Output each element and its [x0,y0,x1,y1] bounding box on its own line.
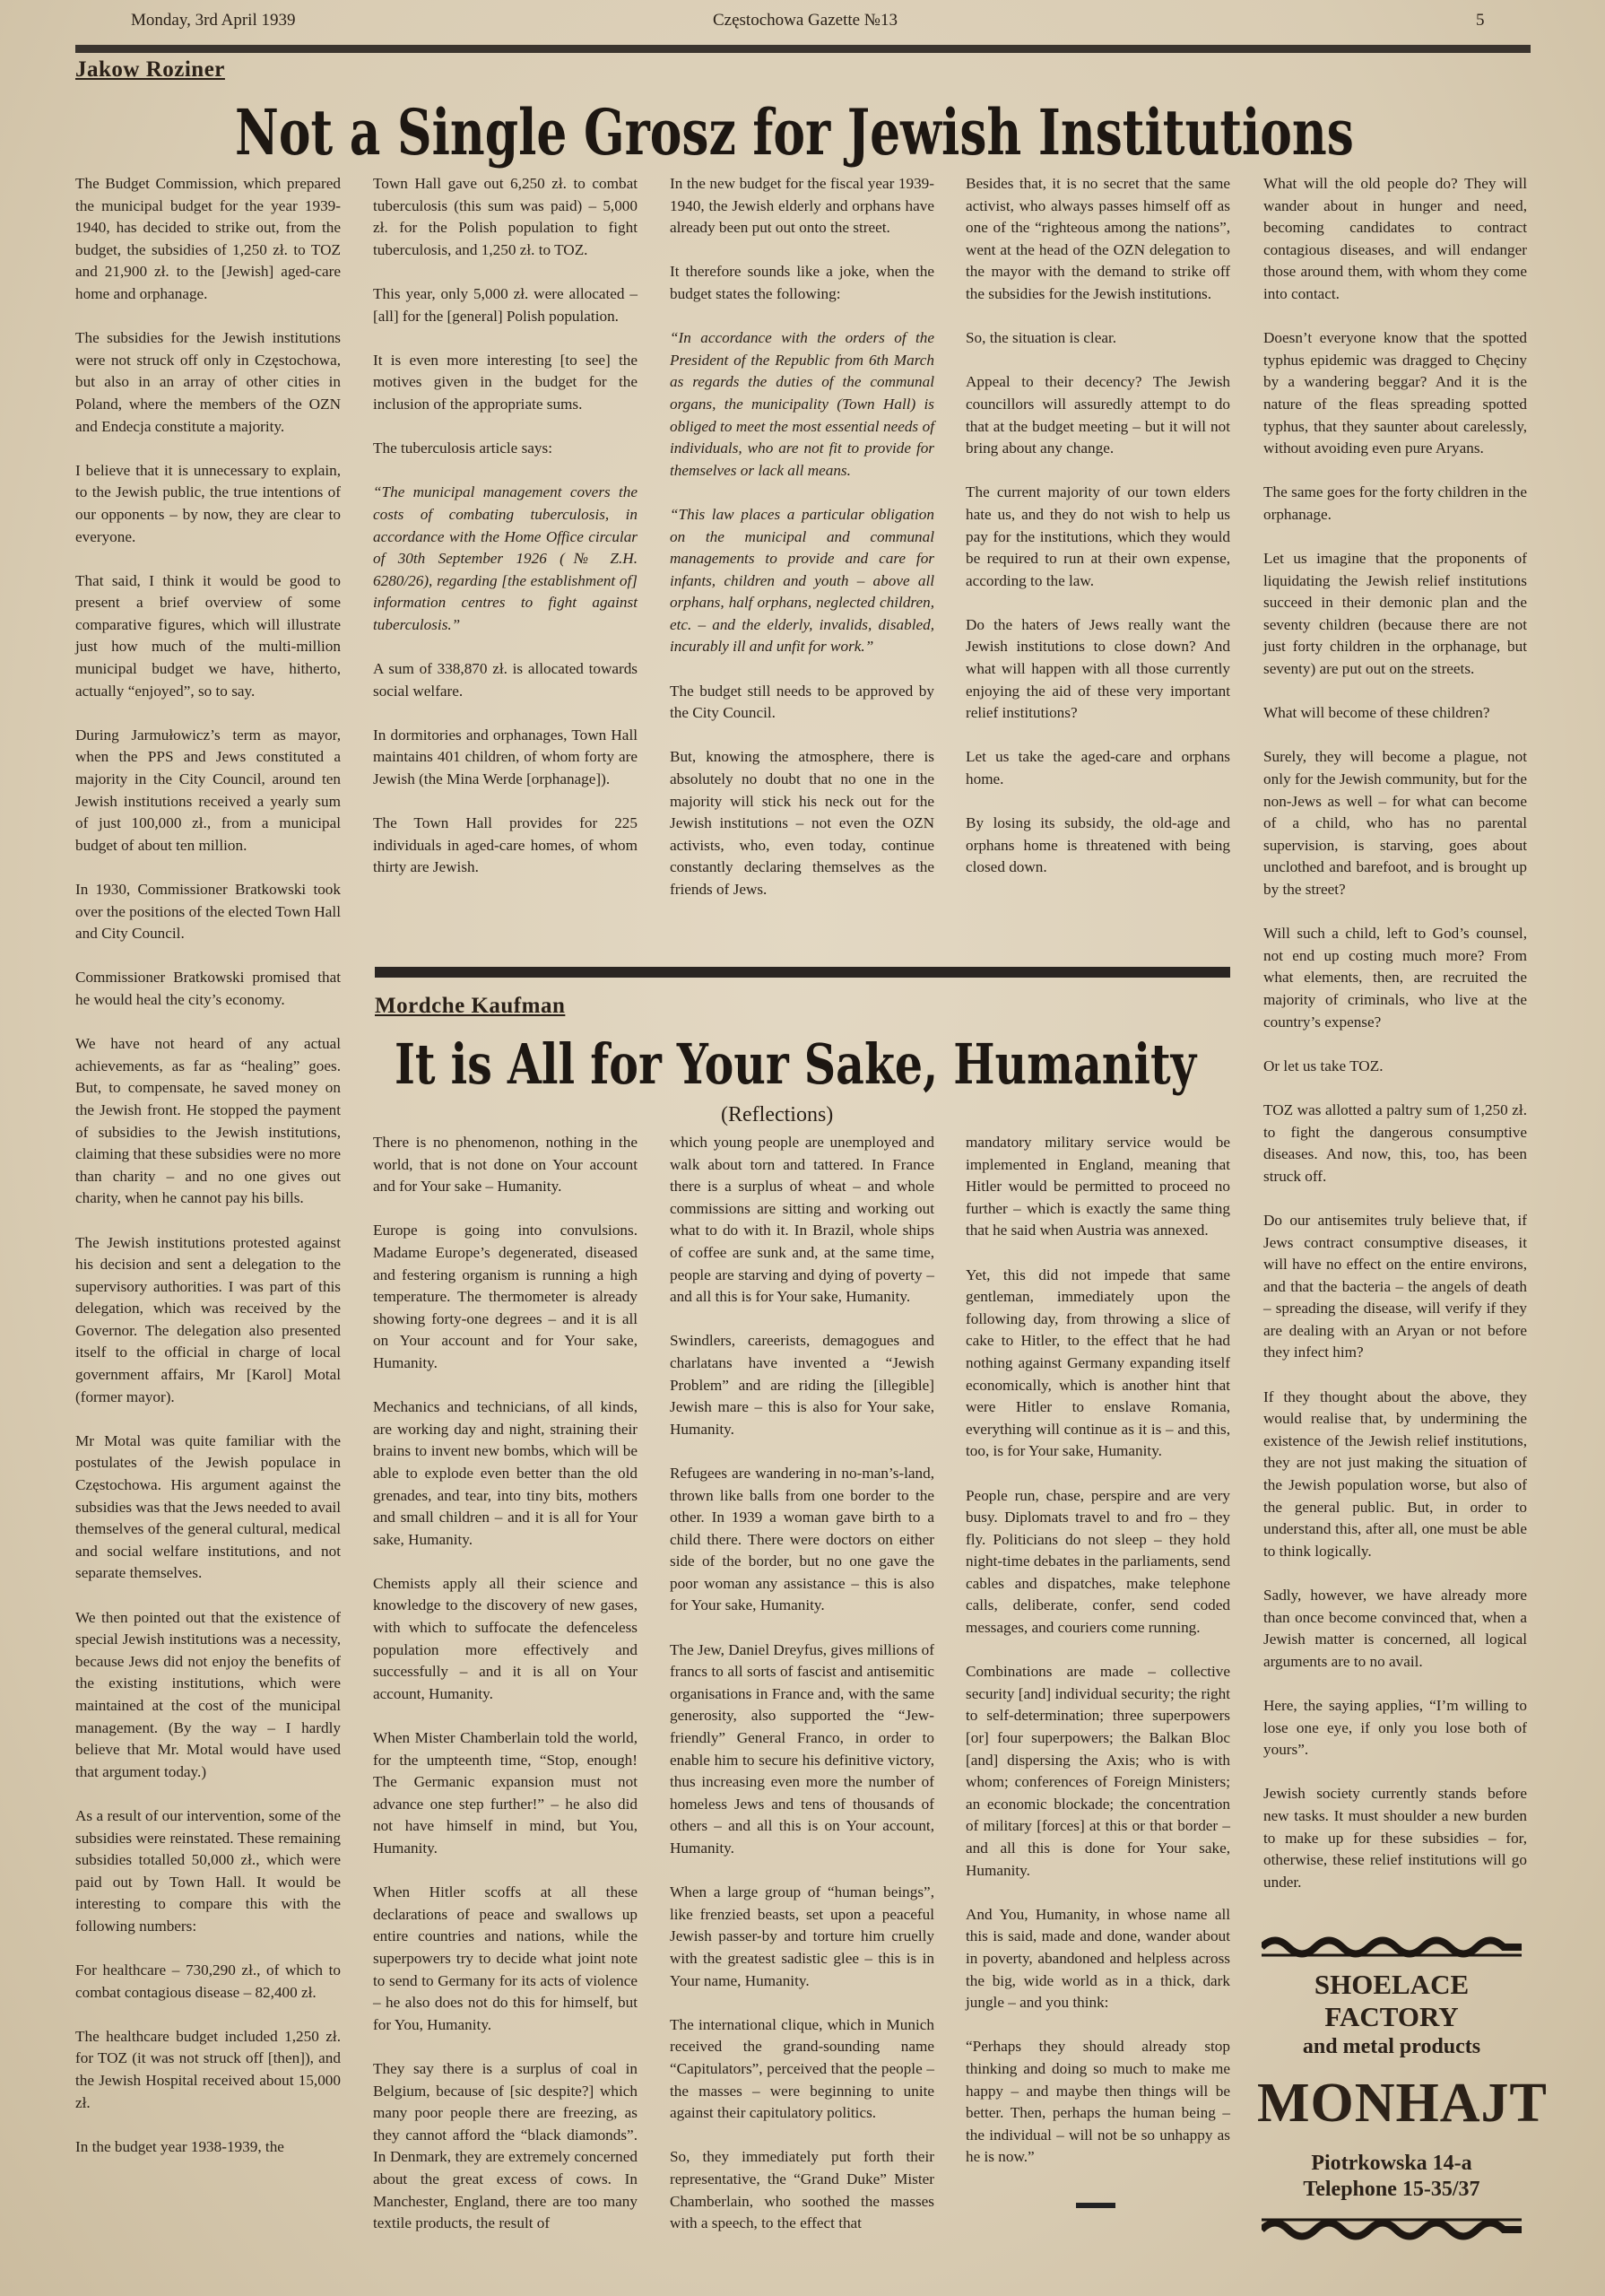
headline-article1: Not a Single Grosz for Jewish Institutions [235,95,1354,170]
paragraph: mandatory military service would be implemented in England, meaning that Hitler would be permitted to proceed no further – which is exactly the same thing that he said when Austria was annexed. [966,1134,1230,1239]
ad-line-2: and metal products [1302,2035,1481,2058]
subtitle-article2: (Reflections) [721,1103,834,1126]
paragraph: They say there is a surplus of coal in Belgium, because of [sic despite?] which many poor people there are freezing, as they cannot afford the “black diamonds”. In Denmark, they are extremely concerned about the great excess of cows. In Manchester, England, there are too many textile products, the result of [373,2059,638,2232]
paragraph: which young people are unemployed and walk about torn and tattered. In France there is a surplus of wheat – and whole commissions are sitting and working out what to do with it. In Brazil, whole ships of coffee are sunk and, at the same time, people are starving and dying of poverty – and all this is for Your sake, Humanity. [670,1134,934,1306]
article2-column-2 [670,1132,934,2257]
paragraph: A sum of 338,870 zł. is allocated towards social welfare. [373,660,638,700]
top-rule [75,45,1531,53]
paragraph: Mechanics and technicians, of all kinds, are working day and night, straining their brains to invent new bombs, which will be able to explode even better than the old grenades, and tear, into tiny bits, mothers and small children – and it is all for Your sake, Humanity. [373,1398,638,1548]
decorative-border-icon [1262,2214,1522,2241]
paragraph: So, they immediately put forth their representative, the “Grand Duke” Mister Chamberlain, who soothed the masses with a speech, to the effect that [670,2148,934,2232]
paragraph: Do our antisemites truly believe that, if Jews contract consumptive diseases, it will have no effect on the entire environs, and that the bacteria – the angels of death – spreading the disease, will verify if they are dealing with an Aryan or not before they infect him? [1263,1211,1527,1361]
paragraph: It therefore sounds like a joke, when the budget states the following: [670,263,934,302]
section-divider [375,967,1230,978]
paragraph: Chemists apply all their science and knowledge to the discovery of new gases, with which to suffocate the defenceless population more effectively and successfully – and it is all on Your account, Humanity. [373,1574,638,1702]
paragraph: Commissioner Bratkowski promised that he would heal the city’s economy. [75,969,341,1008]
paragraph: The budget still needs to be approved by the City Council. [670,682,934,722]
paragraph: Combinations are made – collective security [and] individual security; the right to self-determination; three superpowers [or] four superpowers; the Balkan Bloc [and] dispersing the Axis; who is with whom; conferences of Foreign Ministers; an economic blockade; the concentration of military [forces] at this or that border – and all this is done for Your sake, Humanity. [966,1663,1230,1879]
article1-column-1 [75,173,341,2180]
paragraph: Mr Motal was quite familiar with the postulates of the Jewish populace in Częstochowa. His argument against the subsidies was that the Jews needed to avail themselves of the general cultural, medical and social welfare institutions, and not separate themselves. [75,1431,341,1582]
article1-column-2 [373,173,638,901]
paragraph: The Jewish institutions protested against his decision and sent a delegation to the supervisory authorities. I was part of this delegation, which was received by the Governor. The delegation also presented itself to the official in charge of local government affairs, Mr [Karol] Motal (former mayor). [75,1233,341,1405]
paragraph: For healthcare – 730,290 zł., of which to combat contagious disease – 82,400 zł. [75,1961,341,2001]
paragraph: Let us take the aged-care and orphans home. [966,748,1230,788]
byline-article1: Jakow Roziner [75,57,225,82]
paragraph: During Jarmułowicz’s term as mayor, when the PPS and Jews constituted a majority in the City Council, around ten Jewish institutions received a yearly sum of just 100,000 zł., from a municipal budget of about ten million. [75,726,341,854]
paragraph: Appeal to their decency? The Jewish councillors will assuredly attempt to do that at the budget meeting – but it will not bring about any change. [966,373,1230,457]
paragraph: In the new budget for the fiscal year 1939-1940, the Jewish elderly and orphans have already been put out onto the street. [670,175,934,237]
paragraph: The current majority of our town elders hate us, and they do not wish to help us pay for the institutions, which they would be required to run at their own expense, according to the law. [966,483,1230,589]
paragraph: Refugees are wandering in no-man’s-land, thrown like balls from one border to the other. In 1939 a woman gave birth to a child there. There were doctors on either side of the border, but no one gave the poor woman any assistance – this is also for Your sake, Humanity. [670,1464,934,1614]
article1-column-3 [670,173,934,923]
ad-phone: Telephone 15-35/37 [1303,2178,1480,2201]
paragraph: Will such a child, left to God’s counsel, not end up costing much more? From what elements, then, are recruited the majority of criminals, who live at the country’s expense? [1263,925,1527,1031]
ad-line-1: SHOELACE FACTORY [1314,1969,1470,2032]
paragraph: The tuberculosis article says: [373,439,552,457]
paragraph: “This law places a particular obligation on the municipal and communal managements to provide and care for infants, children and youth – above all orphans, half orphans, neglected children, etc. – and the elderly, invalids, disabled, incurably ill and unfit for work.” [670,505,934,656]
article1-column-4 [966,173,1230,901]
article1-column-5 [1263,173,1527,1916]
paragraph: Besides that, it is no secret that the same activist, who always passes himself off as one of the “righteous among the nations”, went at the head of the OZN delegation to the mayor with the demand to strike off the subsidies for the Jewish institutions. [966,175,1230,302]
paragraph: Yet, this did not impede that same gentleman, immediately upon the following day, from throwing a slice of cake to Hitler, to the effect that he had nothing against Germany expanding itself economically, which is another hint that were Hitler to enslave Romania, everything will continue as it is – and this, too, is for Your sake, Humanity. [966,1265,1230,1460]
paragraph: We have not heard of any actual achievements, as far as “healing” goes. But, to compensate, he saved money on the Jewish front. He stopped the payment of subsidies to the Jewish institutions, claiming that these subsidies were no more than charity – and no one gives out charity, when he cannot pay his bills. [75,1035,341,1207]
paragraph: The same goes for the forty children in the orphanage. [1263,483,1527,523]
page-number: 5 [1476,11,1485,30]
paragraph: TOZ was allotted a paltry sum of 1,250 zł. to fight the dangerous consumptive diseases. And now, this, too, has been struck off. [1263,1100,1527,1185]
paragraph: The Jew, Daniel Dreyfus, gives millions of francs to all sorts of fascist and antisemitic organisations in France and, with the same generosity, also supported the “Jew-friendly” General Franco, in order to enable him to secure his definitive victory, thus increasing even more the number of homeless Jews and tens of thousands of others – and all this is on Your account, Humanity. [670,1640,934,1857]
paragraph: When Mister Chamberlain told the world, for the umpteenth time, “Stop, enough! The Germanic expansion must not advance one step further!” – he also did not have himself in mind, but You, Humanity. [373,1729,638,1857]
paragraph: We then pointed out that the existence of special Jewish institutions was a necessity, because Jews did not enjoy the benefits of the existing institutions, which were maintained at the cost of the municipal management. (By the way – I hardly believe that Mr. Motal would have used that argument today.) [75,1608,341,1780]
paragraph: When Hitler scoffs at all these declarations of peace and swallows up entire countries and nations, while the superpowers try to decide what joint note to send to Germany for its acts of violence – he also does not do this for himself, but for You, Humanity. [373,1883,638,2033]
paragraph: Swindlers, careerists, demagogues and charlatans have invented a “Jewish Problem” and are riding the [illegible] Jewish mare – this is also for Your sake, Humanity. [670,1332,934,1438]
paragraph: That said, I think it would be good to present a brief overview of some comparative figures, which will illustrate just how much of the multi-million municipal budget we have, hitherto, actually “enjoyed”, so to say. [75,571,341,700]
issue-date: Monday, 3rd April 1939 [131,11,296,30]
paragraph: The Town Hall provides for 225 individuals in aged-care homes, of whom thirty are Jewish. [373,814,638,876]
byline-article2: Mordche Kaufman [375,994,566,1018]
paragraph: Let us imagine that the proponents of liquidating the Jewish relief institutions succeed in their demonic plan and the seventy children (because there are not just forty children in the orphanage, but seventy) are put out on the streets. [1263,550,1527,678]
paragraph: People run, chase, perspire and are very busy. Diplomats travel to and fro – they fly. Politicians do not sleep – they hold night-time debates in the parliaments, send cables and dispatches, make telephone calls, deliberate, confer, send coded messages, and couriers come running. [966,1486,1230,1637]
paragraph: But, knowing the atmosphere, there is absolutely no doubt that no one in the majority will stick his neck out for the Jewish institutions – not even the OZN activists, who, even today, continue constantly declaring themselves as the friends of Jews. [670,748,934,898]
paragraph: What will become of these children? [1263,704,1490,722]
paragraph: The Budget Commission, which prepared the municipal budget for the year 1939-1940, has decided to strike out, from the budget, the subsidies of 1,250 zł. to TOZ and 21,900 zł. to the [Jewish] aged-care home and orphanage. [75,175,341,302]
paragraph: Doesn’t everyone know that the spotted typhus epidemic was dragged to Chęciny by a wandering beggar? And it is the nature of the fleas spreading spotted typhus, that they saunter about carelessly, without avoiding even pure Aryans. [1263,329,1527,457]
paragraph: In dormitories and orphanages, Town Hall maintains 401 children, of whom forty are Jewish (the Mina Werde [orphanage]). [373,726,638,788]
shoelace-factory-ad [1257,1934,1548,2246]
paragraph: If they thought about the above, they would realise that, by undermining the existence of the Jewish relief institutions, they are not just making the situation of the Jewish population worse, but also of the general public. But, in order to understand this, after all, one must be able to think logically. [1263,1387,1527,1560]
article2-column-1 [373,1132,638,2257]
paragraph: Do the haters of Jews really want the Jewish institutions to close down? And what will happen with all those currently enjoying the aid of these very important relief institutions? [966,615,1230,722]
paragraph: The healthcare budget included 1,250 zł. for TOZ (it was not struck off [then]), and the Jewish Hospital received about 15,000 zł. [75,2027,341,2111]
paragraph: In 1930, Commissioner Bratkowski took over the positions of the elected Town Hall and City Council. [75,881,341,943]
paragraph: In the budget year 1938-1939, the [75,2137,284,2155]
paragraph: And You, Humanity, in whose name all this is said, made and done, wander about in poverty, abandoned and helpless across the big, wide world as in a thick, dark jungle – and you think: [966,1905,1230,2012]
paragraph: This year, only 5,000 zł. were allocated – [all] for the [general] Polish population. [373,284,638,325]
paragraph: Here, the saying applies, “I’m willing to lose one eye, if only you lose both of yours”. [1263,1696,1527,1759]
paragraph: “The municipal management covers the costs of combating tuberculosis, in accordance with the Home Office circular of 30th September 1926 (№ Z.H. 6280/26), regarding [the establishment of] information centres to fight against tuberculosis.” [373,483,638,633]
paragraph: It is even more interesting [to see] the motives given in the budget for the inclusion of the appropriate sums. [373,351,638,413]
paragraph: There is no phenomenon, nothing in the world, that is not done on Your account and for Your sake – Humanity. [373,1134,638,1196]
paragraph: Sadly, however, we have already more than once become convinced that, when a Jewish matter is concerned, all logical arguments are to no avail. [1263,1587,1527,1670]
paragraph: So, the situation is clear. [966,329,1117,347]
masthead: Częstochowa Gazette №13 [713,11,898,30]
headline-article2: It is All for Your Sake, Humanity [395,1031,1197,1097]
decorative-border-icon [1262,1934,1522,1961]
paragraph: Or let us take TOZ. [1263,1057,1384,1074]
paragraph: “In accordance with the orders of the President of the Republic from 6th March as regards the duties of the communal organs, the municipality (Town Hall) is obliged to meet the most essential needs of individuals, who are not fit to provide for themselves or lack all means. [670,329,934,479]
paragraph: Surely, they will become a plague, not only for the Jewish community, but for the non-Jews as well – for what can become of a child, who has no parental supervision, is starving, goes about unclothed and barefoot, and is brought up by the street? [1263,748,1527,898]
paragraph: By losing its subsidy, the old-age and orphans home is threatened with being closed down. [966,814,1230,876]
paragraph: Town Hall gave out 6,250 zł. to combat tuberculosis (this sum was paid) – 5,000 zł. for the Polish population to fight tuberculosis, and 1,250 zł. to TOZ. [373,175,638,258]
paragraph: I believe that it is unnecessary to explain, to the Jewish public, the true intentions of our opponents – by now, they are clear to everyone. [75,461,341,545]
article2-column-3 [966,1132,1230,2191]
paragraph: As a result of our intervention, some of the subsidies were reinstated. These remaining subsidies totalled 50,000 zł., which were paid out by Town Hall. It would be interesting to compare this with the following numbers: [75,1806,341,1935]
end-mark [1076,2203,1115,2208]
paragraph: The subsidies for the Jewish institutions were not struck off only in Częstochowa, but also in an array of other cities in Poland, where the members of the OZN and Endecja constitute a majority. [75,329,341,435]
ad-company-name: MONHAJT [1257,2073,1548,2134]
paragraph: Europe is going into convulsions. Madame Europe’s degenerated, diseased and festering organism is running a high temperature. The thermometer is already showing forty-one degrees – and it is all on Your account and for Your sake, Humanity. [373,1222,638,1371]
paragraph: Jewish society currently stands before new tasks. It must shoulder a new burden to make up for these subsidies – for, otherwise, these relief institutions will go under. [1263,1785,1527,1891]
ad-address: Piotrkowska 14-a [1311,2152,1472,2175]
paragraph: “Perhaps they should already stop thinking and doing so much to make me happy – and maybe then things will be better. Then, perhaps the human being – the individual – will not be so unhappy as he is now.” [966,2038,1230,2166]
paragraph: When a large group of “human beings”, like frenzied beasts, set upon a peaceful Jewish passer-by and torture him cruelly with the greatest sadistic glee – this is in Your name, Humanity. [670,1883,934,1989]
paragraph: What will the old people do? They will wander about in hunger and need, becoming candidates to contract contagious diseases, and will endanger those around them, with whom they come into contact. [1263,175,1527,302]
paragraph: The international clique, which in Munich received the grand-sounding name “Capitulators”, perceived that the people – the masses – were beginning to unite against their capitulatory politics. [670,2015,934,2122]
